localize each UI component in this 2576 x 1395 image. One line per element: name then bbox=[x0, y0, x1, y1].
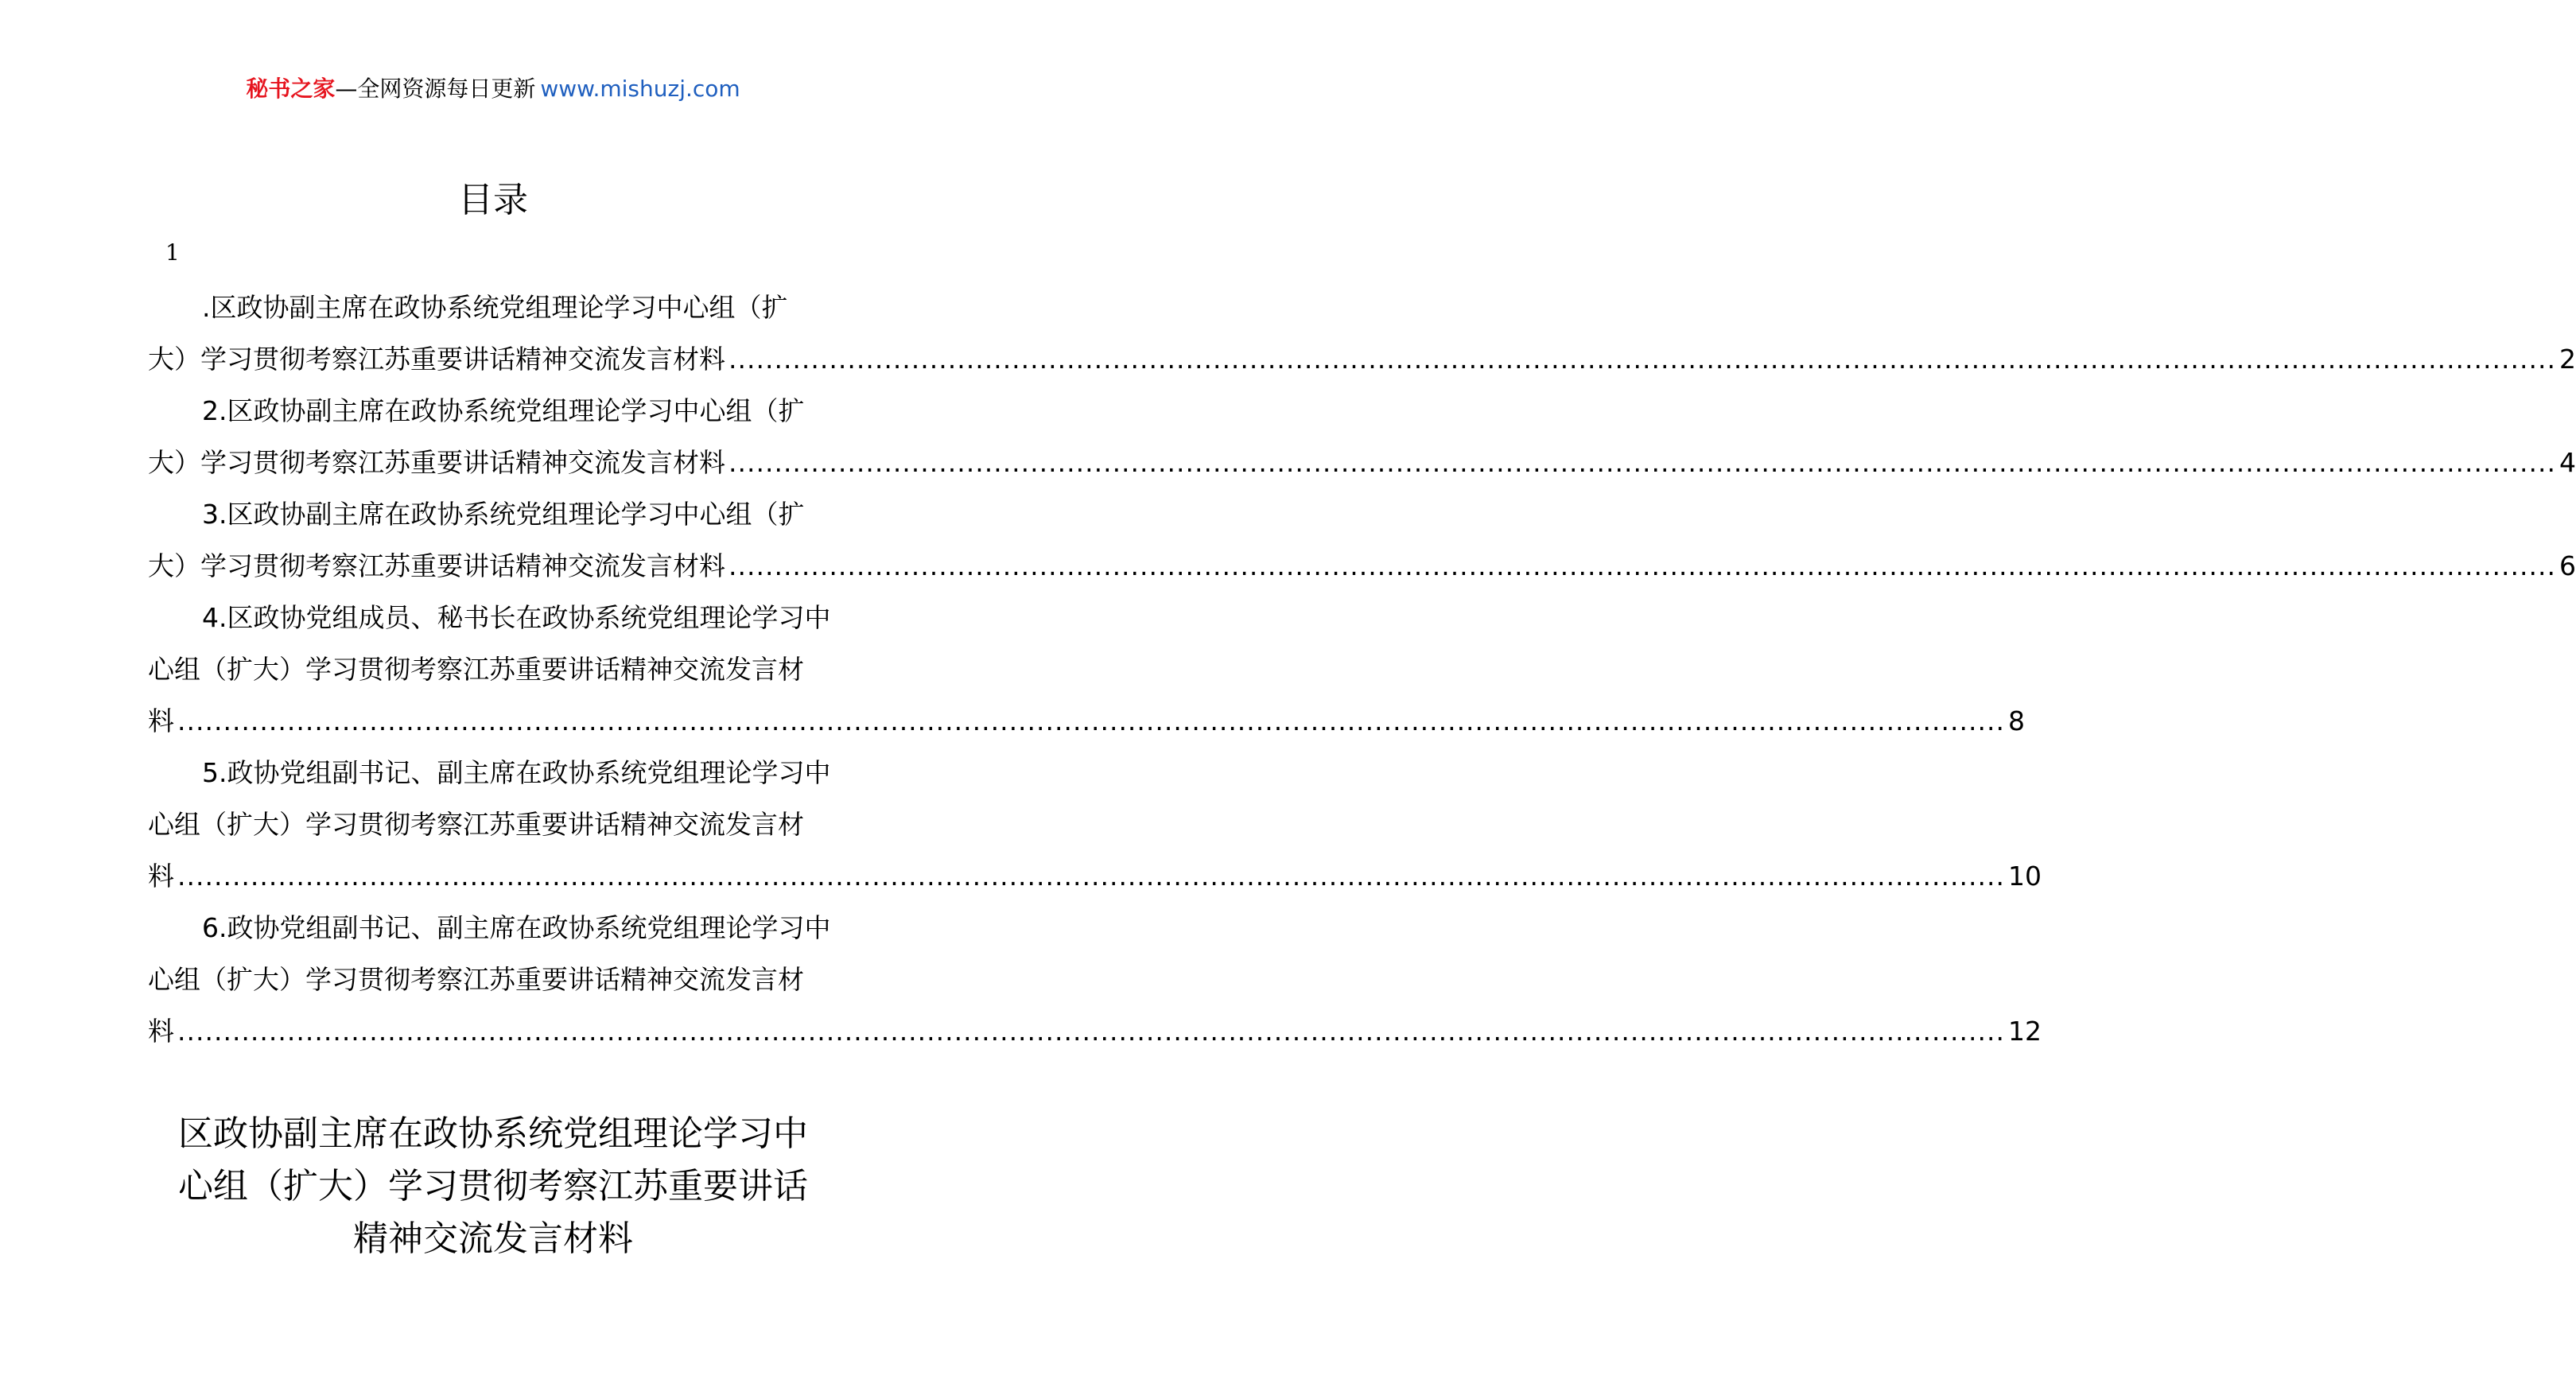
toc-entry-text: 4.区政协党组成员、秘书长在政协系统党组理论学习中 bbox=[202, 602, 831, 633]
toc-dot-leader: ........................................................................................................................................................................................................ bbox=[177, 861, 2005, 892]
toc-title: 目录 bbox=[458, 180, 528, 220]
site-brand: 秘书之家 bbox=[246, 76, 336, 102]
toc-entry[interactable] bbox=[148, 747, 2042, 902]
toc-entry-text: 心组（扩大）学习贯彻考察江苏重要讲话精神交流发言材 bbox=[148, 809, 804, 840]
toc-dot-leader: ........................................................................................................................................................................................................ bbox=[729, 550, 2556, 581]
toc-page-number: 10 bbox=[2007, 861, 2042, 892]
toc-entry-line bbox=[148, 799, 837, 850]
toc-page-number: 2 bbox=[2559, 344, 2576, 375]
toc-entry-line bbox=[148, 643, 837, 695]
toc-entry-line bbox=[148, 540, 2576, 592]
toc-entry-line bbox=[148, 488, 837, 540]
toc-entry-line bbox=[148, 747, 837, 799]
toc-dot-leader: ........................................................................................................................................................................................................ bbox=[729, 344, 2556, 375]
toc-entry[interactable] bbox=[148, 488, 2576, 592]
toc-entry-line bbox=[148, 695, 2025, 747]
table-of-contents bbox=[148, 282, 2576, 1057]
toc-entry-line bbox=[148, 1005, 2042, 1057]
toc-entry-line bbox=[148, 333, 2576, 385]
document-title-line: 精神交流发言材料 bbox=[353, 1218, 633, 1259]
toc-entry-text: 心组（扩大）学习贯彻考察江苏重要讲话精神交流发言材 bbox=[148, 654, 804, 685]
document-title-line: 区政协副主席在政协系统党组理论学习中 bbox=[178, 1113, 808, 1154]
toc-entry-line bbox=[148, 902, 837, 954]
toc-entry-line bbox=[148, 592, 837, 643]
toc-dot-leader: ........................................................................................................................................................................................................ bbox=[177, 705, 2005, 736]
site-header bbox=[0, 73, 986, 105]
document-title-line: 心组（扩大）学习贯彻考察江苏重要讲话 bbox=[178, 1166, 808, 1207]
toc-entry-text: 料 bbox=[148, 705, 174, 736]
toc-entry-line bbox=[148, 954, 837, 1005]
page-number-mark: 1 bbox=[165, 239, 180, 266]
document-title bbox=[127, 1108, 859, 1265]
toc-page-number: 12 bbox=[2007, 1016, 2042, 1047]
toc-entry-line bbox=[148, 437, 2576, 488]
toc-entry-text: 大）学习贯彻考察江苏重要讲话精神交流发言材料 bbox=[148, 344, 725, 375]
toc-entry-line bbox=[148, 385, 837, 437]
toc-entry-text: 大）学习贯彻考察江苏重要讲话精神交流发言材料 bbox=[148, 447, 725, 478]
site-url-link[interactable]: www.mishuzj.com bbox=[540, 76, 740, 102]
toc-entry[interactable] bbox=[148, 902, 2042, 1057]
toc-entry[interactable] bbox=[148, 592, 2025, 747]
toc-entry-text: 料 bbox=[148, 861, 174, 892]
toc-entry-line bbox=[148, 850, 2042, 902]
toc-entry-text: 5.政协党组副书记、副主席在政协系统党组理论学习中 bbox=[202, 757, 831, 788]
toc-dot-leader: ........................................................................................................................................................................................................ bbox=[729, 447, 2556, 478]
toc-entry-text: 6.政协党组副书记、副主席在政协系统党组理论学习中 bbox=[202, 912, 831, 943]
toc-entry-text: 料 bbox=[148, 1016, 174, 1047]
toc-dot-leader: ........................................................................................................................................................................................................ bbox=[177, 1016, 2005, 1047]
toc-entry-text: 心组（扩大）学习贯彻考察江苏重要讲话精神交流发言材 bbox=[148, 964, 804, 995]
toc-page-number: 6 bbox=[2559, 550, 2576, 581]
site-tagline: —全网资源每日更新 bbox=[335, 76, 536, 102]
toc-page-number: 8 bbox=[2007, 705, 2025, 736]
toc-entry-line bbox=[148, 282, 837, 333]
toc-entry-text: 2.区政协副主席在政协系统党组理论学习中心组（扩 bbox=[202, 395, 805, 426]
toc-entry[interactable] bbox=[148, 282, 2576, 385]
toc-page-number: 4 bbox=[2559, 447, 2576, 478]
toc-entry[interactable] bbox=[148, 385, 2576, 488]
toc-entry-text: 3.区政协副主席在政协系统党组理论学习中心组（扩 bbox=[202, 499, 805, 530]
toc-entry-text: 大）学习贯彻考察江苏重要讲话精神交流发言材料 bbox=[148, 550, 725, 581]
toc-entry-text: .区政协副主席在政协系统党组理论学习中心组（扩 bbox=[202, 292, 788, 323]
